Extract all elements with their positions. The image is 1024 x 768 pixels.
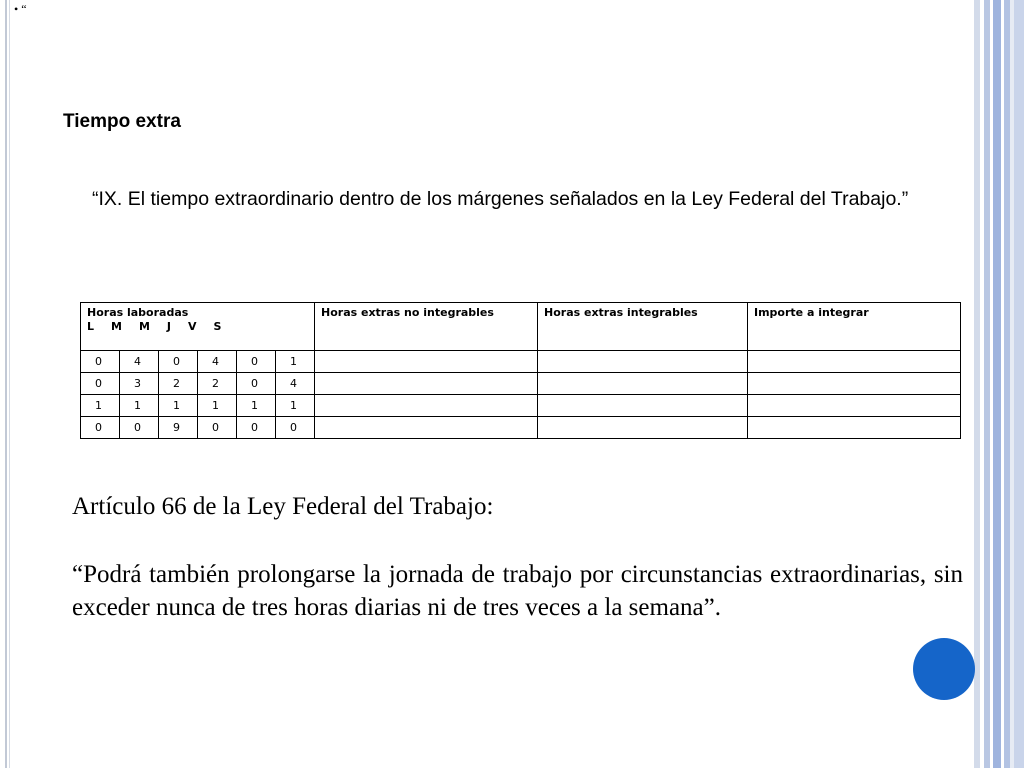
- blue-circle-decoration: [913, 638, 975, 700]
- table-header-row: [81, 303, 961, 351]
- hours-cell: 0: [81, 351, 120, 373]
- left-frame-line: [5, 0, 7, 768]
- hours-cell: 0: [198, 417, 237, 439]
- hours-cell: 0: [81, 373, 120, 395]
- integrable-cell: [538, 373, 748, 395]
- non-integrable-cell: [315, 351, 538, 373]
- section-heading: Tiempo extra: [63, 111, 181, 132]
- right-frame-decoration: [974, 0, 1024, 768]
- header-non-integrable: Horas extras no integrables: [315, 303, 538, 351]
- day-label: L: [87, 320, 95, 333]
- amount-cell: [748, 351, 961, 373]
- header-hours-worked-label: Horas laboradas: [87, 306, 189, 319]
- amount-cell: [748, 395, 961, 417]
- table-row: [81, 417, 961, 439]
- hours-cell: 0: [159, 351, 198, 373]
- hours-cell: 1: [237, 395, 276, 417]
- amount-cell: [748, 417, 961, 439]
- header-integrable: Horas extras integrables: [538, 303, 748, 351]
- non-integrable-cell: [315, 417, 538, 439]
- hours-cell: 1: [276, 351, 315, 373]
- hours-table: [80, 302, 961, 439]
- table-row: [81, 373, 961, 395]
- hours-cell: 4: [198, 351, 237, 373]
- amount-cell: [748, 373, 961, 395]
- hours-cell: 0: [237, 351, 276, 373]
- day-label: V: [188, 320, 197, 333]
- hours-cell: 0: [276, 417, 315, 439]
- law-quote: “IX. El tiempo extraordinario dentro de los márgenes señalados en la Ley Federal del Trabajo.”: [92, 188, 909, 210]
- day-label: M: [111, 320, 122, 333]
- day-labels: [87, 320, 314, 333]
- table-row: [81, 395, 961, 417]
- integrable-cell: [538, 351, 748, 373]
- hours-cell: 0: [237, 417, 276, 439]
- hours-cell: 1: [198, 395, 237, 417]
- hours-cell: 0: [81, 417, 120, 439]
- hours-cell: 4: [276, 373, 315, 395]
- integrable-cell: [538, 395, 748, 417]
- hours-cell: 1: [81, 395, 120, 417]
- article-title: Artículo 66 de la Ley Federal del Trabajo:: [72, 493, 494, 520]
- header-amount: Importe a integrar: [748, 303, 961, 351]
- integrable-cell: [538, 417, 748, 439]
- table-row: [81, 351, 961, 373]
- hours-cell: 1: [276, 395, 315, 417]
- day-label: M: [138, 320, 150, 333]
- left-frame-line-inner: [9, 0, 10, 768]
- day-label: J: [166, 320, 172, 333]
- hours-cell: 4: [120, 351, 159, 373]
- top-bullet-mark: • “: [14, 2, 27, 16]
- article-quote: “Podrá también prolongarse la jornada de trabajo por circunstancias extraordinarias, sin exceder nunca de tres horas diarias ni de tres veces a la semana”.: [72, 561, 963, 621]
- hours-cell: 2: [198, 373, 237, 395]
- day-label: S: [213, 320, 222, 333]
- hours-cell: 0: [120, 417, 159, 439]
- hours-cell: 9: [159, 417, 198, 439]
- hours-cell: 2: [159, 373, 198, 395]
- hours-cell: 0: [237, 373, 276, 395]
- non-integrable-cell: [315, 373, 538, 395]
- hours-cell: 3: [120, 373, 159, 395]
- hours-cell: 1: [120, 395, 159, 417]
- header-hours-worked: [81, 303, 315, 351]
- non-integrable-cell: [315, 395, 538, 417]
- hours-cell: 1: [159, 395, 198, 417]
